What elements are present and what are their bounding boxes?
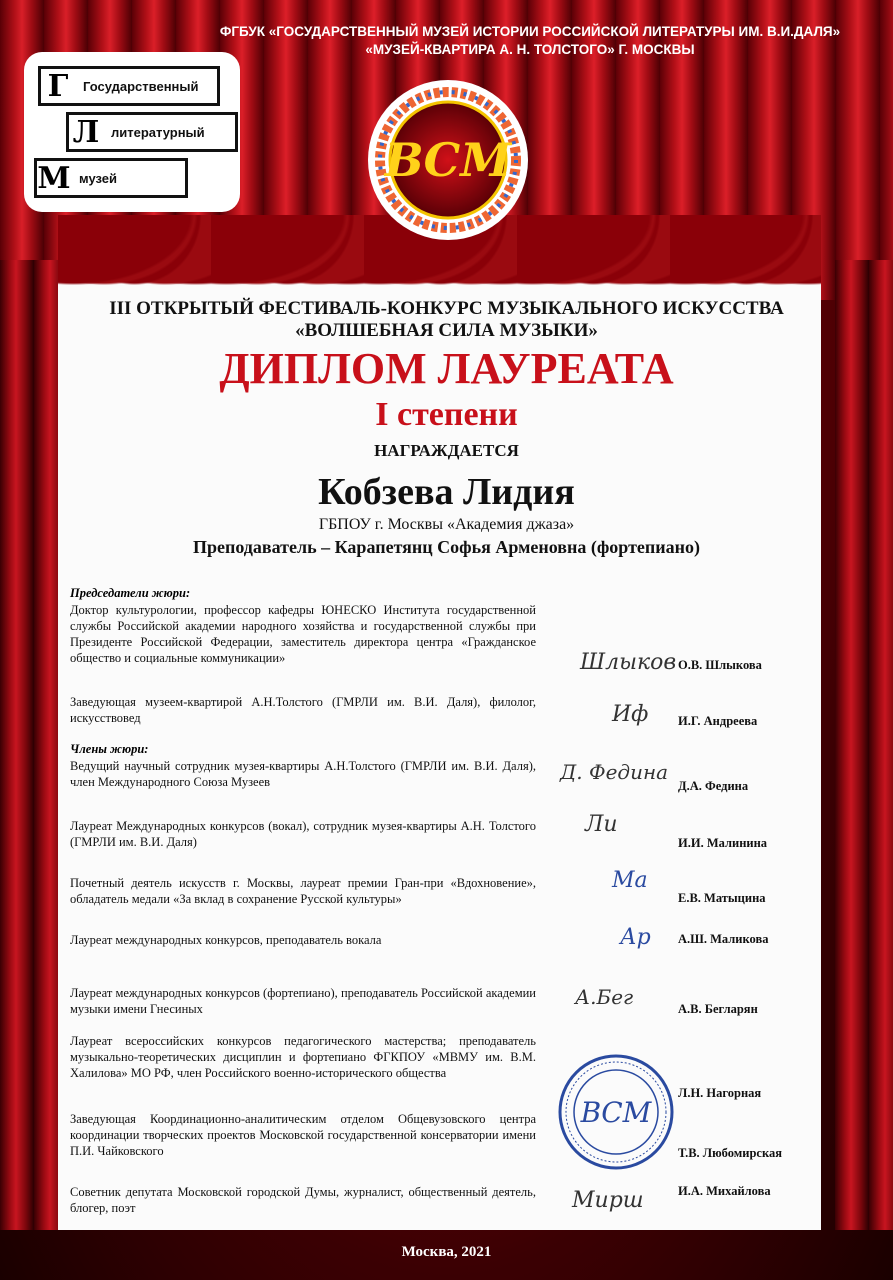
jury-name-1: О.В. Шлыкова	[678, 658, 762, 672]
signature-2: Иф	[612, 702, 649, 727]
logo-row-3: М музей	[34, 158, 188, 198]
teacher-line: Преподаватель – Карапетянц Софья Арменовна (фортепиано)	[192, 537, 701, 557]
jury-name-10: И.А. Михайлова	[678, 1184, 771, 1198]
signature-4: Ли	[585, 812, 618, 837]
header-line-1: ФГБУК «ГОСУДАРСТВЕННЫЙ МУЗЕЙ ИСТОРИИ РОССИЙСКОЙ ЛИТЕРАТУРЫ ИМ. В.И.ДАЛЯ»	[219, 24, 841, 39]
degree-title: I степени	[375, 396, 518, 433]
museum-logo	[24, 52, 240, 212]
footer-city-year: Москва, 2021	[401, 1244, 492, 1260]
jury-name-4: И.И. Малинина	[678, 836, 768, 850]
signature-5: Ма	[612, 868, 648, 893]
signature-3: Д. Федина	[560, 760, 669, 784]
festival-title-line-2: «ВОЛШЕБНАЯ СИЛА МУЗЫКИ»	[295, 320, 598, 341]
signature-1: Шлыков	[580, 650, 677, 675]
jury-entry-4: Лауреат Международных конкурсов (вокал), сотрудник музея-квартиры А.Н. Толстого (ГМРЛИ им. В.И. Даля)	[70, 819, 536, 849]
signature-8: Мирш	[572, 1188, 644, 1213]
jury-chairs-heading: Председатели жюри:	[70, 586, 191, 600]
jury-name-5: Е.В. Матыцина	[678, 891, 766, 905]
jury-entry-2: Заведующая музеем-квартирой А.Н.Толстого (ГМРЛИ им. В.И. Даля), филолог, искусствовед	[70, 695, 536, 725]
jury-entry-6: Лауреат международных конкурсов, преподаватель вокала	[70, 933, 382, 947]
jury-name-7: А.В. Бегларян	[678, 1002, 758, 1016]
svg-text:ВСМ: ВСМ	[580, 1096, 652, 1129]
signature-7: А.Бег	[575, 985, 634, 1009]
recipient-name: Кобзева Лидия	[318, 471, 575, 513]
jury-entry-1: Доктор культурологии, профессор кафедры ЮНЕСКО Института государственной службы Российской академии народного хозяйства и государственной службы при Президенте Российской Федерации, заместитель директора центра «Гражданское общество и социальные коммуникации»	[70, 603, 536, 665]
stamp-seal-icon	[556, 1052, 676, 1172]
festival-emblem-icon	[348, 78, 548, 278]
jury-entry-3: Ведущий научный сотрудник музея-квартиры А.Н.Толстого (ГМРЛИ им. В.И. Даля), член Международного Союза Музеев	[70, 759, 536, 789]
jury-entry-9: Заведующая Координационно-аналитическим отделом Общевузовского центра координации творческих проектов Московской государственной консерватории имени П.И. Чайковского	[70, 1112, 536, 1158]
diploma-title: ДИПЛОМ ЛАУРЕАТА	[219, 344, 674, 393]
signature-6: Ар	[620, 925, 651, 950]
header-line-2: «МУЗЕЙ-КВАРТИРА А. Н. ТОЛСТОГО» Г. МОСКВЫ	[365, 42, 695, 57]
awarded-label: НАГРАЖДАЕТСЯ	[374, 441, 519, 460]
jury-entry-8: Лауреат всероссийских конкурсов педагогического мастерства; преподаватель музыкально-теоретических дисциплин и фортепиано ФГКПОУ «МВМУ им. В.М. Халилова» МО РФ, член Российского военно-исторического общества	[70, 1034, 536, 1080]
jury-entry-7: Лауреат международных конкурсов (фортепиано), преподаватель Российской академии музыки имени Гнесиных	[70, 986, 536, 1016]
logo-row-1: Г Государственный	[38, 66, 220, 106]
jury-members-heading: Члены жюри:	[70, 742, 149, 756]
svg-text:ВСМ: ВСМ	[384, 133, 512, 187]
jury-entry-5: Почетный деятель искусств г. Москвы, лауреат премии Гран-при «Вдохновение», обладатель медали «За вклад в сохранение Русской культуры»	[70, 876, 536, 906]
jury-entry-10: Советник депутата Московской городской Думы, журналист, общественный деятель, блогер, поэт	[70, 1185, 536, 1215]
jury-name-3: Д.А. Федина	[678, 779, 749, 793]
jury-name-8: Л.Н. Нагорная	[678, 1086, 762, 1100]
jury-name-2: И.Г. Андреева	[678, 714, 758, 728]
festival-title-line-1: III ОТКРЫТЫЙ ФЕСТИВАЛЬ-КОНКУРС МУЗЫКАЛЬНОГО ИСКУССТВА	[109, 298, 784, 319]
jury-name-6: А.Ш. Маликова	[678, 932, 769, 946]
recipient-institution: ГБПОУ г. Москвы «Академия джаза»	[318, 516, 575, 533]
jury-name-9: Т.В. Любомирская	[678, 1146, 783, 1160]
logo-row-2: Л литературный	[66, 112, 238, 152]
